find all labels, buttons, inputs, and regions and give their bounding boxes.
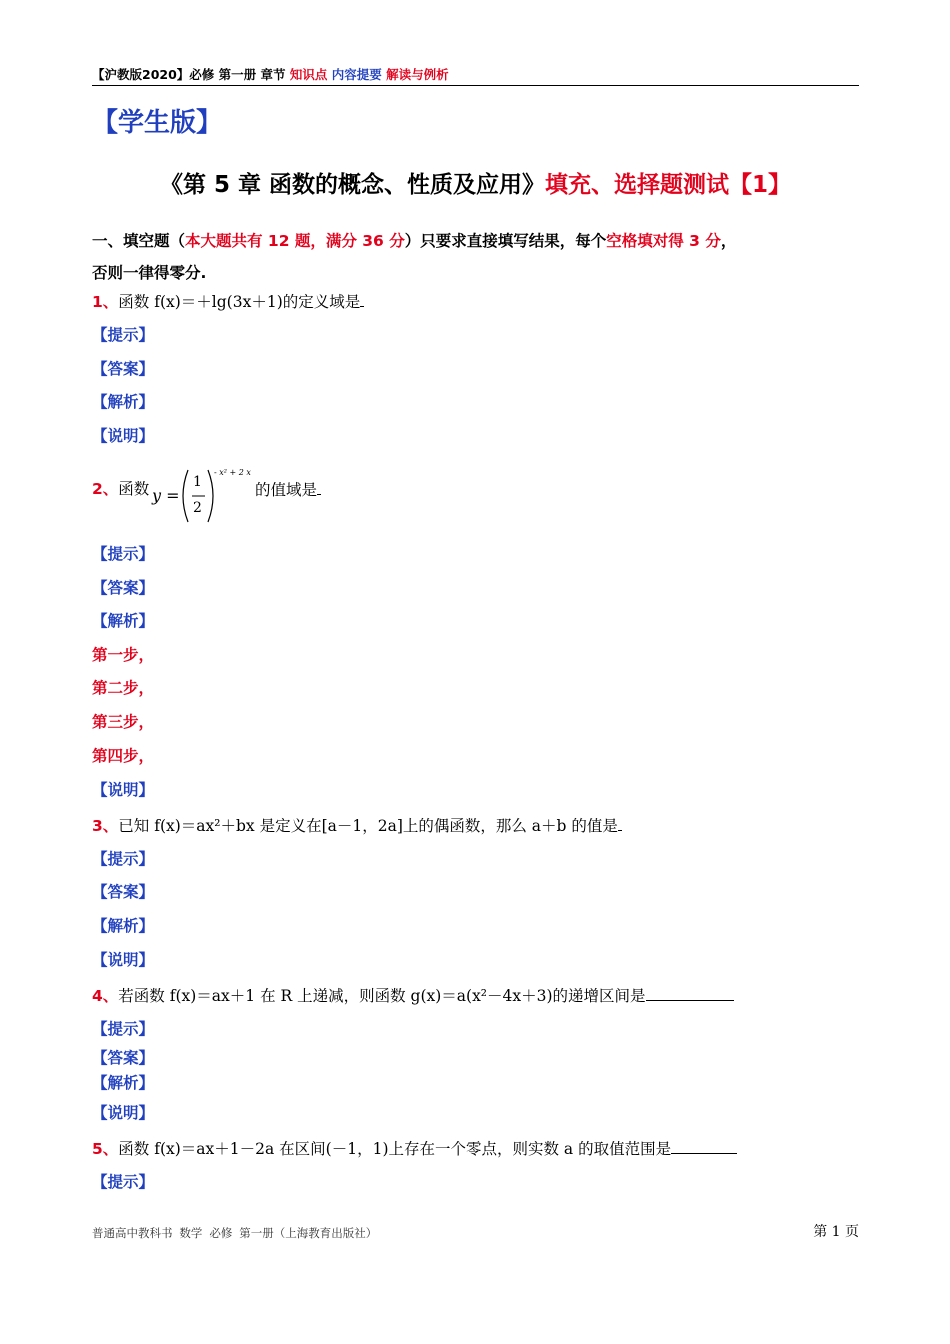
question-number: 5、 — [92, 1140, 119, 1158]
answer-blank[interactable] — [671, 1137, 737, 1154]
question-text: 已知 f(x)＝ax²＋bx 是定义在[a－1，2a]上的偶函数，那么 a＋b 的值是 — [118, 817, 618, 835]
question-2-tail — [255, 478, 321, 501]
question-text: 函数 f(x)＝＋lg(3x＋1)的定义域是 — [118, 293, 361, 311]
title-test: 填充、选择题测试【1】 — [545, 172, 792, 198]
step-2: 第二步， — [92, 679, 155, 697]
analysis-label: 【解析】 — [92, 612, 155, 630]
analysis-label: 【解析】 — [92, 917, 155, 935]
question-4 — [92, 984, 734, 1007]
answer-label: 【答案】 — [92, 579, 155, 597]
question-text-pre: 函数 — [118, 480, 150, 498]
section-instructions: 一、填空题（本大题共有 12 题，满分 36 分）只要求直接填写结果，每个空格填对得 3 分， — [92, 232, 737, 250]
page-header — [92, 66, 859, 86]
answer-label: 【答案】 — [92, 1049, 155, 1067]
question-number: 3、 — [92, 817, 119, 835]
question-2 — [92, 478, 149, 500]
question-1 — [92, 290, 364, 313]
note-label: 【说明】 — [92, 781, 155, 799]
question-number: 2、 — [92, 480, 119, 498]
hint-label: 【提示】 — [92, 1020, 155, 1038]
step-3: 第三步， — [92, 713, 155, 731]
note-label: 【说明】 — [92, 427, 155, 445]
step-4: 第四步， — [92, 747, 155, 765]
fraction-denominator: 2 — [193, 500, 202, 516]
note-label: 【说明】 — [92, 1104, 155, 1122]
answer-blank[interactable] — [618, 814, 622, 831]
hint-label: 【提示】 — [92, 1173, 155, 1191]
title-chapter: 《第 5 章 函数的概念、性质及应用》 — [159, 172, 545, 198]
footer-textbook: 普通高中教科书 数学 必修 第一册（上海教育出版社） — [92, 1226, 378, 1240]
question-text: 若函数 f(x)＝ax＋1 在 R 上递减，则函数 g(x)＝a(x²－4x＋3)的递增区间是 — [118, 987, 646, 1005]
page-title — [92, 168, 859, 202]
answer-label: 【答案】 — [92, 360, 155, 378]
header-knowledge: 知识点 — [289, 67, 328, 82]
analysis-label: 【解析】 — [92, 1074, 155, 1092]
fraction-numerator: 1 — [193, 474, 202, 490]
question-3 — [92, 814, 622, 837]
hint-label: 【提示】 — [92, 545, 155, 563]
exponent: - x² + 2 x — [214, 468, 251, 477]
question-text: 函数 f(x)＝ax＋1－2a 在区间(－1，1)上存在一个零点，则实数 a 的取值范围是 — [118, 1140, 672, 1158]
formula-lhs: y = — [152, 486, 180, 505]
hint-label: 【提示】 — [92, 850, 155, 868]
question-number: 1、 — [92, 293, 119, 311]
step-1: 第一步， — [92, 646, 155, 664]
header-content: 内容提要 — [331, 67, 382, 82]
question-5 — [92, 1137, 737, 1160]
answer-label: 【答案】 — [92, 883, 155, 901]
note-label: 【说明】 — [92, 951, 155, 969]
formula-y — [150, 466, 260, 526]
header-edition: 【沪教版2020】必修 第一册 章节 — [92, 67, 290, 82]
answer-blank[interactable] — [646, 984, 734, 1001]
left-paren — [183, 470, 188, 522]
answer-blank[interactable] — [317, 478, 321, 495]
header-analysis: 解读与例析 — [386, 67, 449, 82]
page-number: 第 1 页 — [813, 1224, 859, 1240]
question-text-post: 的值域是 — [255, 481, 318, 499]
hint-label: 【提示】 — [92, 326, 155, 344]
right-paren — [208, 470, 213, 522]
analysis-label: 【解析】 — [92, 393, 155, 411]
student-version-label: 【学生版】 — [92, 108, 223, 138]
answer-blank[interactable] — [360, 290, 364, 307]
question-number: 4、 — [92, 987, 119, 1005]
section-instructions-line2: 否则一律得零分. — [92, 264, 207, 282]
